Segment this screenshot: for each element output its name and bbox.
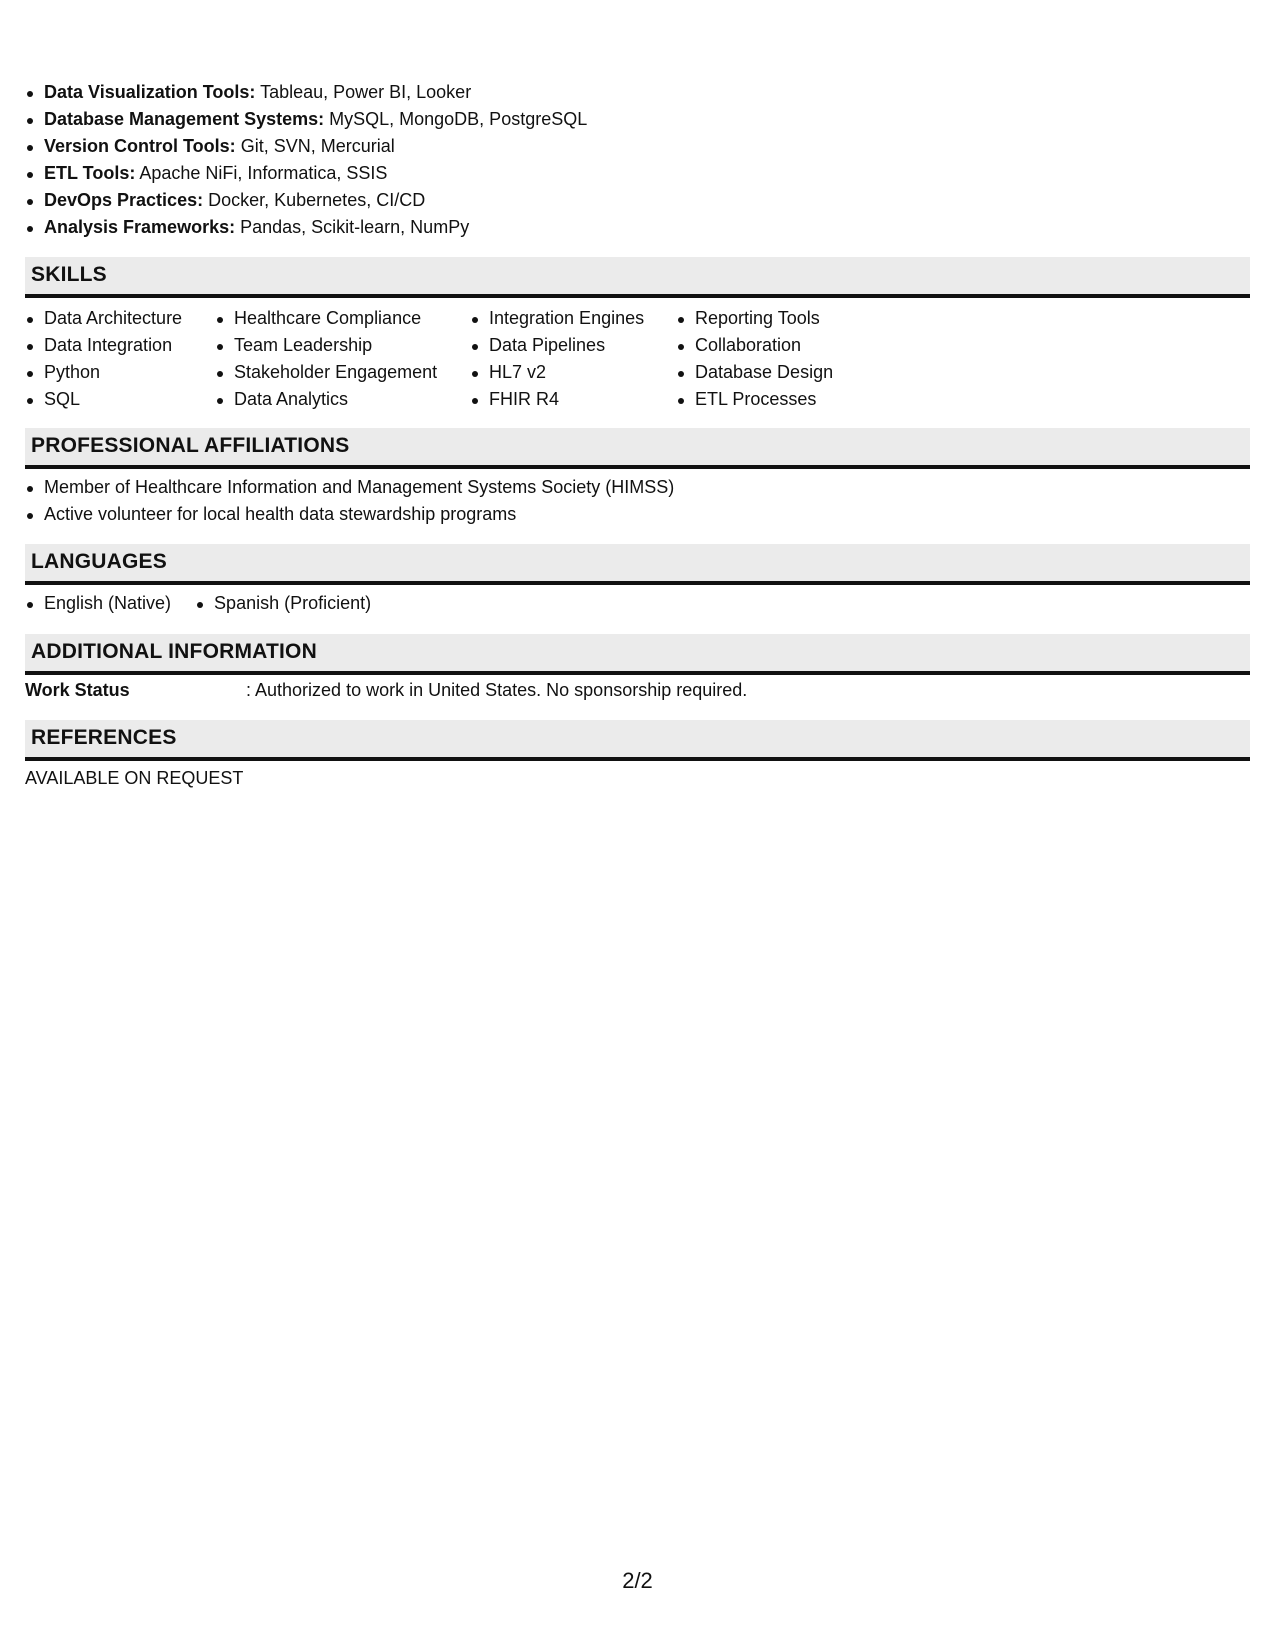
section-title: REFERENCES	[31, 726, 177, 749]
skill-item: Team Leadership	[215, 332, 437, 359]
skill-item: Data Integration	[25, 332, 182, 359]
affiliations-section-header	[25, 428, 1250, 469]
skill-item: Data Architecture	[25, 305, 182, 332]
affiliations-list	[25, 474, 674, 528]
list-item: ETL Tools: Apache NiFi, Informatica, SSIS	[25, 160, 587, 187]
skills-section-header	[25, 257, 1250, 298]
list-item: Database Management Systems: MySQL, MongoDB, PostgreSQL	[25, 106, 587, 133]
skill-item: Data Pipelines	[470, 332, 644, 359]
skill-item: Integration Engines	[470, 305, 644, 332]
skill-item: Database Design	[676, 359, 833, 386]
page-number: 2/2	[622, 1568, 653, 1593]
list-item: Version Control Tools: Git, SVN, Mercurial	[25, 133, 587, 160]
skill-item: Reporting Tools	[676, 305, 833, 332]
languages-section-header	[25, 544, 1250, 585]
work-status-value: : Authorized to work in United States. No sponsorship required.	[246, 680, 748, 700]
section-title: ADDITIONAL INFORMATION	[31, 640, 317, 663]
skills-column	[215, 305, 437, 413]
additional-info-section-header	[25, 634, 1250, 675]
skills-column	[470, 305, 644, 413]
work-status-label: Work Status	[25, 680, 130, 700]
language-item: Spanish (Proficient)	[195, 590, 371, 617]
section-title: PROFESSIONAL AFFILIATIONS	[31, 434, 350, 457]
skill-item: FHIR R4	[470, 386, 644, 413]
section-title: LANGUAGES	[31, 550, 167, 573]
section-title: SKILLS	[31, 263, 107, 286]
skill-item: HL7 v2	[470, 359, 644, 386]
skill-item: Collaboration	[676, 332, 833, 359]
languages-list	[25, 590, 395, 617]
list-item: Data Visualization Tools: Tableau, Power BI, Looker	[25, 79, 587, 106]
skill-item: SQL	[25, 386, 182, 413]
tools-list	[25, 79, 587, 241]
language-item: English (Native)	[25, 590, 171, 617]
skill-item: Python	[25, 359, 182, 386]
list-item: DevOps Practices: Docker, Kubernetes, CI/CD	[25, 187, 587, 214]
list-item: Member of Healthcare Information and Management Systems Society (HIMSS)	[25, 474, 674, 501]
references-text: AVAILABLE ON REQUEST	[25, 768, 244, 788]
skill-item: ETL Processes	[676, 386, 833, 413]
list-item: Analysis Frameworks: Pandas, Scikit-learn, NumPy	[25, 214, 587, 241]
skills-column	[25, 305, 182, 413]
references-section-header	[25, 720, 1250, 761]
skill-item: Data Analytics	[215, 386, 437, 413]
skills-column	[676, 305, 833, 413]
skill-item: Healthcare Compliance	[215, 305, 437, 332]
list-item: Active volunteer for local health data stewardship programs	[25, 501, 674, 528]
skill-item: Stakeholder Engagement	[215, 359, 437, 386]
